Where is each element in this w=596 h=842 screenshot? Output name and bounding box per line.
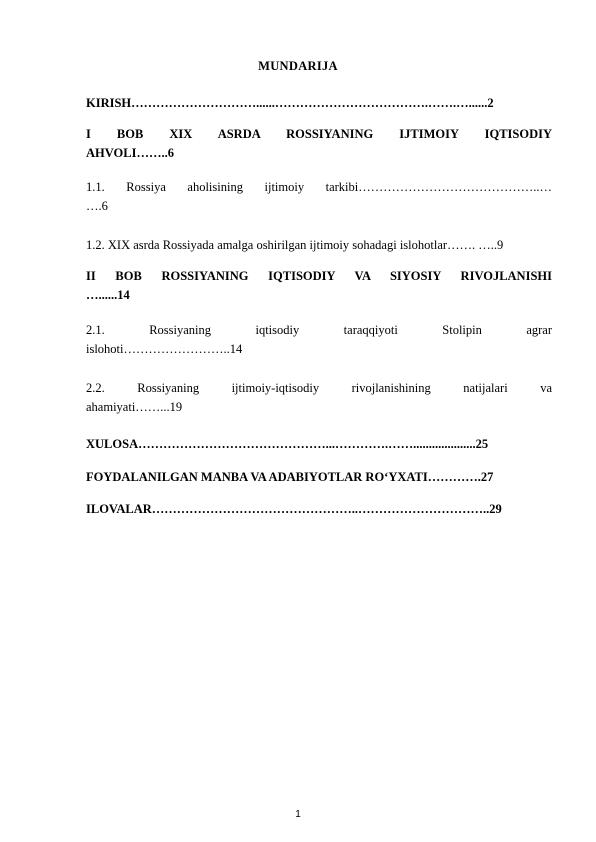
toc-entry-xulosa[interactable] bbox=[86, 435, 552, 454]
toc-entry-kirish[interactable] bbox=[86, 94, 552, 113]
toc-line: ILOVALAR…………………………………………..…………………………..29 bbox=[86, 502, 502, 516]
toc-entry-section-2-1[interactable] bbox=[86, 321, 552, 359]
toc-line: II BOB ROSSIYANING IQTISODIY VA SIYOSIY RIVOJLANISHI bbox=[86, 269, 552, 283]
toc-line: …......14 bbox=[86, 288, 130, 302]
toc-line: AHVOLI……..6 bbox=[86, 146, 174, 160]
page-number: 1 bbox=[295, 809, 301, 820]
toc-line: I BOB XIX ASRDA ROSSIYANING IJTIMOIY IQTISODIY bbox=[86, 127, 552, 141]
toc-line: KIRISH…………………………......……………………………….…….…......2 bbox=[86, 96, 494, 110]
toc-line: 2.2. Rossiyaning ijtimoiy-iqtisodiy rivojlanishining natijalari va bbox=[86, 381, 552, 395]
toc-line: ….6 bbox=[86, 199, 108, 213]
toc-entry-ilovalar[interactable] bbox=[86, 500, 552, 519]
toc-entry-section-1-1[interactable] bbox=[86, 178, 552, 216]
toc-line: 2.1. Rossiyaning iqtisodiy taraqqiyoti Stolipin agrar bbox=[86, 323, 552, 337]
toc-line: 1.1. Rossiya aholisining ijtimoiy tarkibi……………………………………..… bbox=[86, 180, 552, 194]
page-title: MUNDARIJA bbox=[258, 59, 338, 73]
toc-line: 1.2. XIX asrda Rossiyada amalga oshirilgan ijtimoiy sohadagi islohotlar……. …..9 bbox=[86, 238, 504, 252]
toc-line: ahamiyati……...19 bbox=[86, 400, 183, 414]
toc-line: FOYDALANILGAN MANBA VA ADABIYOTLAR RO‘YXATI………….27 bbox=[86, 470, 494, 484]
toc-entry-chapter-1[interactable] bbox=[86, 125, 552, 163]
toc-line: XULOSA………………………………………...………….……....................25 bbox=[86, 437, 489, 451]
toc-line: islohoti……………………..14 bbox=[86, 342, 243, 356]
toc-entry-bibliography[interactable] bbox=[86, 468, 552, 487]
toc-entry-section-1-2[interactable] bbox=[86, 236, 552, 255]
toc-entry-section-2-2[interactable] bbox=[86, 379, 552, 417]
toc-entry-chapter-2[interactable] bbox=[86, 267, 552, 305]
